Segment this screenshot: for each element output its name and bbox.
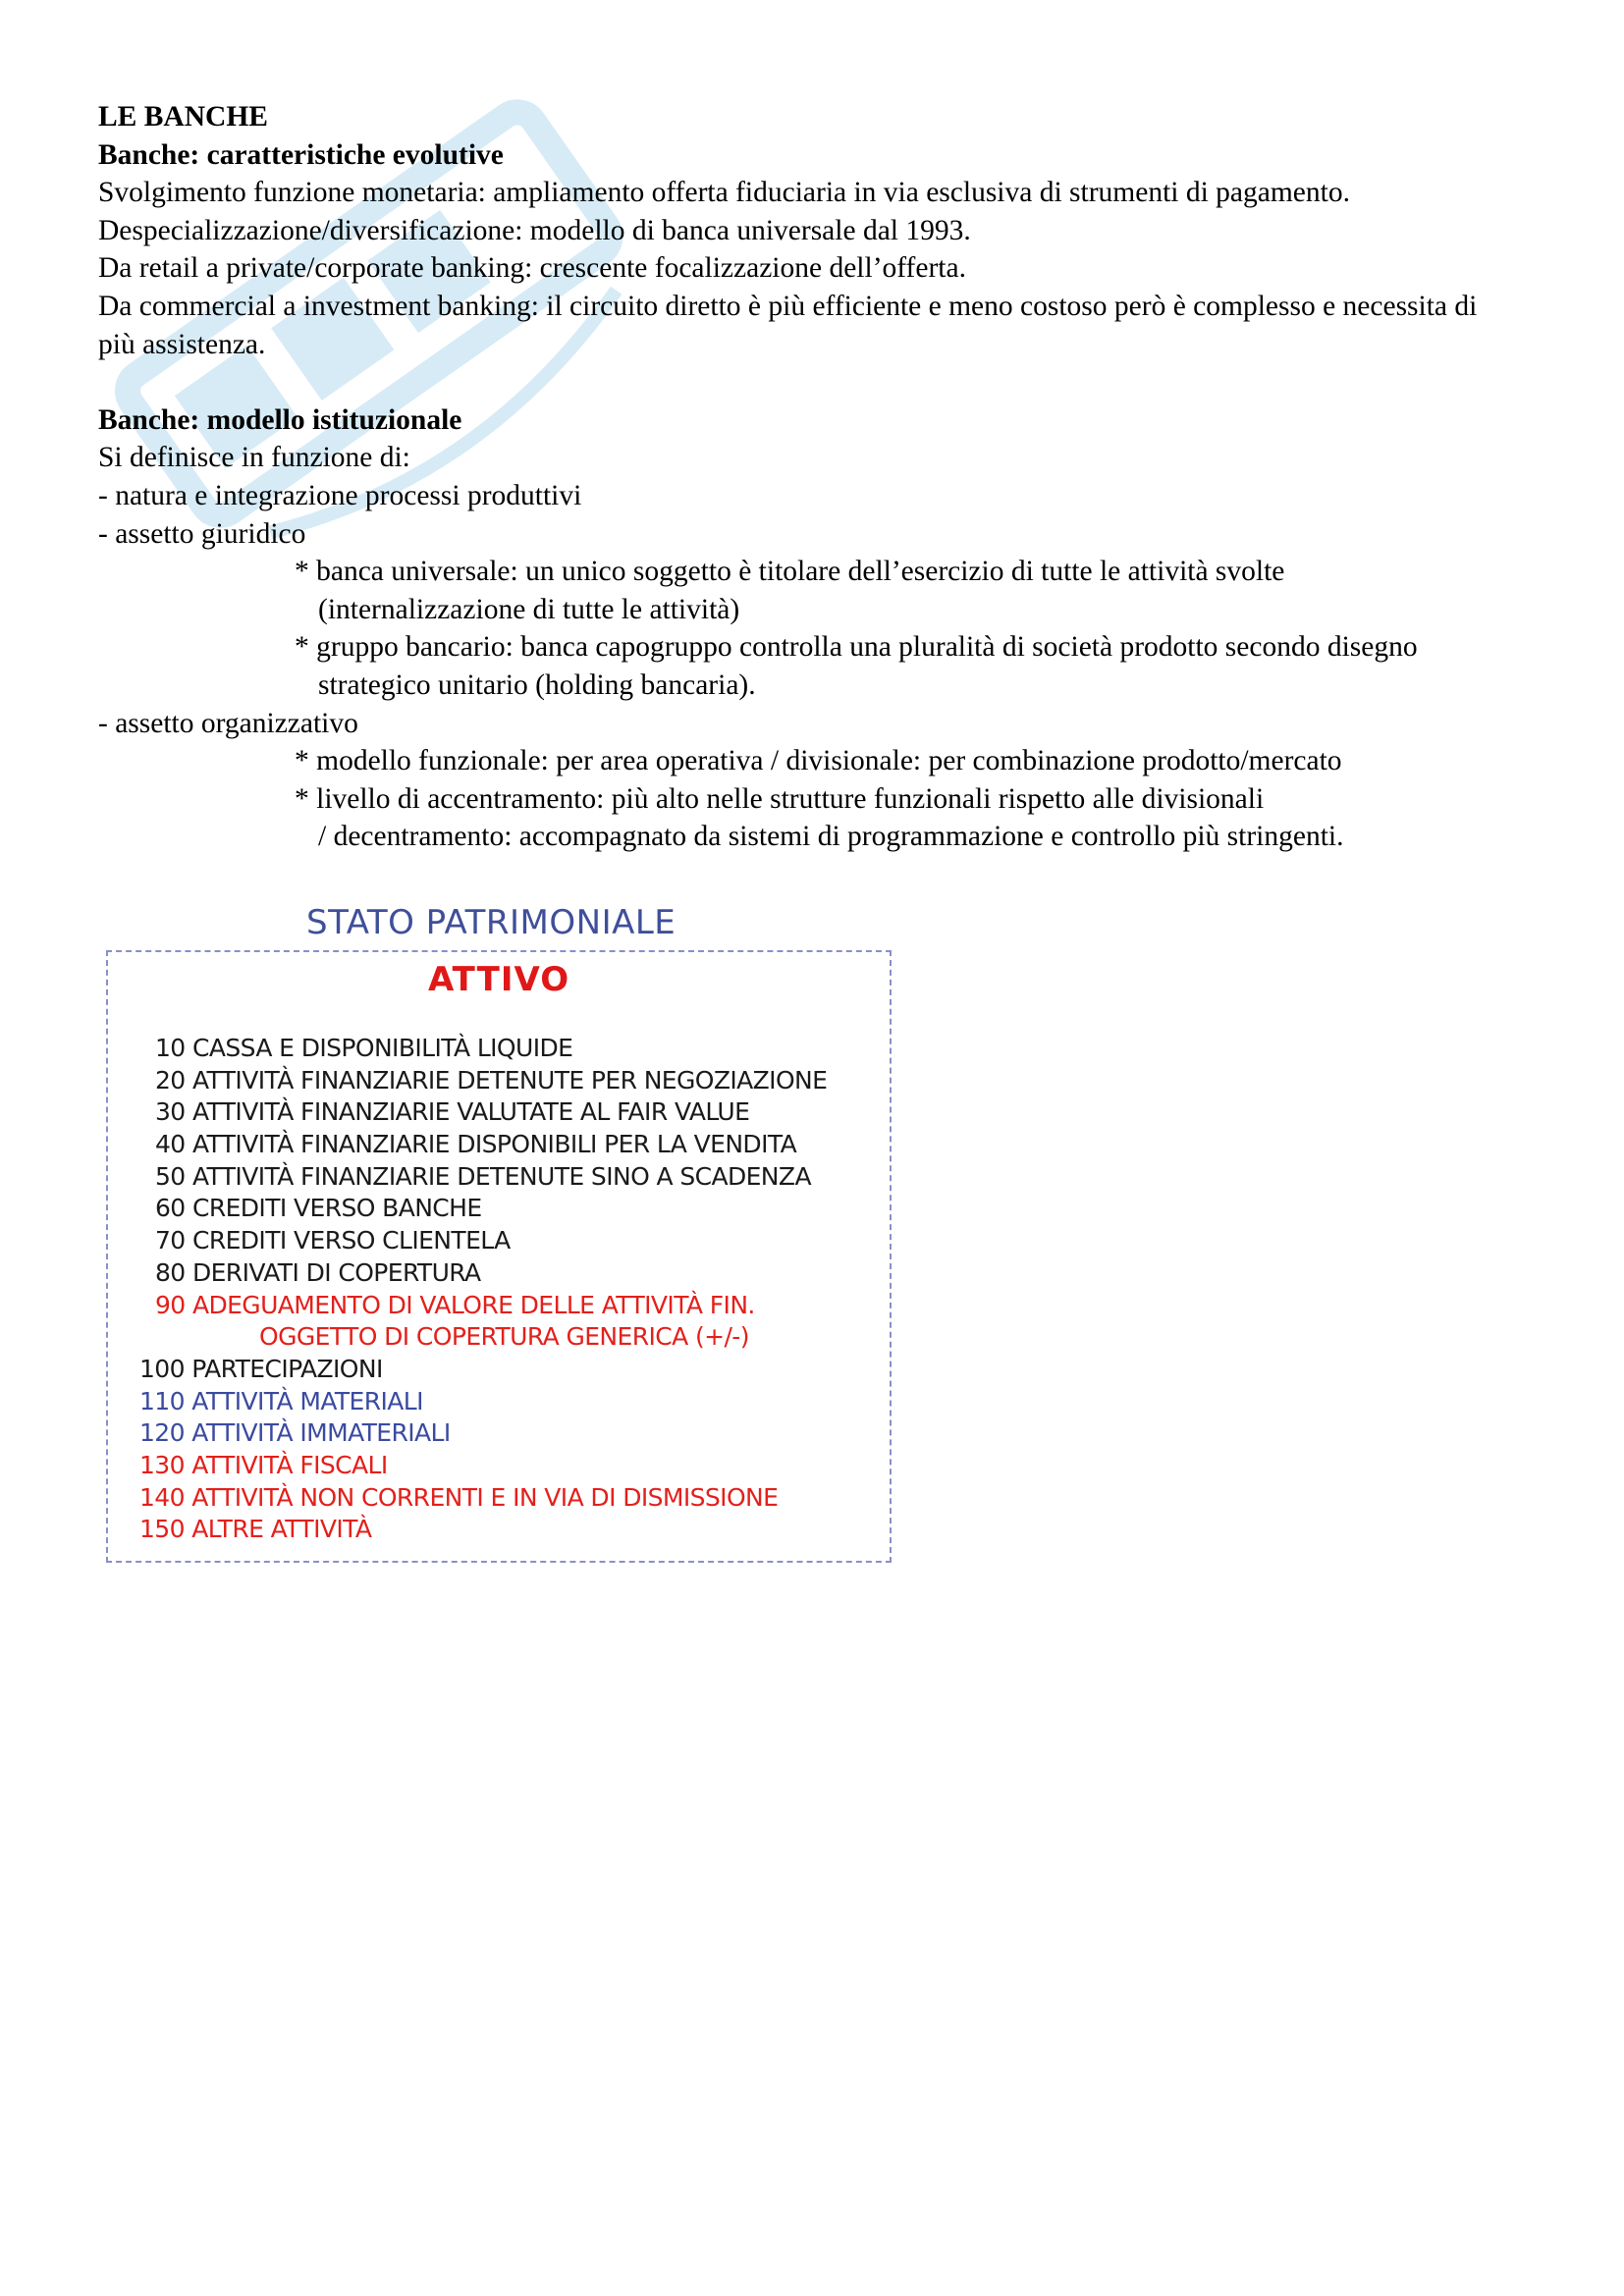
balance-sheet-item: 40 ATTIVITÀ FINANZIARIE DISPONIBILI PER LA VENDITA [155, 1130, 797, 1159]
document-title: LE BANCHE [98, 101, 268, 133]
balance-sheet-item: OGGETTO DI COPERTURA GENERICA (+/-) [259, 1322, 749, 1352]
sub-list-item: * livello di accentramento: più alto nelle strutture funzionali rispetto alle divisionali [295, 782, 1265, 815]
balance-sheet-item: 70 CREDITI VERSO CLIENTELA [155, 1226, 511, 1255]
sub-list-item-continuation: (internalizzazione di tutte le attività) [318, 593, 740, 625]
sub-list-item-continuation: / decentramento: accompagnato da sistemi di programmazione e controllo più stringenti. [318, 821, 1344, 853]
balance-sheet-item: 10 CASSA E DISPONIBILITÀ LIQUIDE [155, 1034, 573, 1062]
balance-sheet-header: ATTIVO [428, 960, 570, 999]
balance-sheet-item: 90 ADEGUAMENTO DI VALORE DELLE ATTIVITÀ FIN. [155, 1290, 755, 1319]
balance-sheet-item: 100 PARTECIPAZIONI [139, 1354, 383, 1383]
balance-sheet-item: 130 ATTIVITÀ FISCALI [139, 1450, 388, 1479]
balance-sheet-item: 110 ATTIVITÀ MATERIALI [139, 1386, 423, 1415]
sub-list-item: * gruppo bancario: banca capogruppo controlla una pluralità di società prodotto secondo disegno [295, 631, 1418, 664]
paragraph-line: Si definisce in funzione di: [98, 442, 410, 474]
paragraph-line: Svolgimento funzione monetaria: ampliamento offerta fiduciaria in via esclusiva di strumenti di pagamento. [98, 177, 1350, 209]
balance-sheet-item: 140 ATTIVITÀ NON CORRENTI E IN VIA DI DISMISSIONE [139, 1482, 779, 1512]
balance-sheet-box [106, 950, 892, 1563]
paragraph-line: Despecializzazione/diversificazione: modello di banca universale dal 1993. [98, 214, 971, 246]
section-heading: Banche: modello istituzionale [98, 403, 462, 436]
sub-list-item-continuation: strategico unitario (holding bancaria). [318, 668, 756, 701]
sub-list-item: * banca universale: un unico soggetto è titolare dell’esercizio di tutte le attività svolte [295, 556, 1285, 588]
balance-sheet-item: 20 ATTIVITÀ FINANZIARIE DETENUTE PER NEGOZIAZIONE [155, 1065, 828, 1095]
sub-list-item: * modello funzionale: per area operativa / divisionale: per combinazione prodotto/mercato [295, 745, 1342, 777]
spacer [98, 363, 1551, 401]
section-heading: Banche: caratteristiche evolutive [98, 138, 504, 171]
paragraph-line: Da commercial a investment banking: il circuito diretto è più efficiente e meno costoso però è complesso e necessita di più assistenza. [98, 290, 1478, 360]
list-item: - assetto organizzativo [98, 707, 358, 739]
paragraph-line: Da retail a private/corporate banking: crescente focalizzazione dell’offerta. [98, 252, 966, 285]
balance-sheet-item: 80 DERIVATI DI COPERTURA [155, 1257, 481, 1287]
balance-sheet-item: 50 ATTIVITÀ FINANZIARIE DETENUTE SINO A SCADENZA [155, 1161, 811, 1191]
list-item: - natura e integrazione processi produttivi [98, 479, 582, 511]
balance-sheet-item: 60 CREDITI VERSO BANCHE [155, 1194, 482, 1223]
balance-sheet-item: 30 ATTIVITÀ FINANZIARIE VALUTATE AL FAIR VALUE [155, 1097, 750, 1127]
balance-sheet-title: STATO PATRIMONIALE [306, 903, 677, 942]
list-item: - assetto giuridico [98, 517, 306, 550]
balance-sheet-item: 150 ALTRE ATTIVITÀ [139, 1515, 372, 1544]
balance-sheet-list [108, 1033, 890, 1546]
balance-sheet-item: 120 ATTIVITÀ IMMATERIALI [139, 1418, 451, 1448]
document-body [98, 98, 1551, 856]
